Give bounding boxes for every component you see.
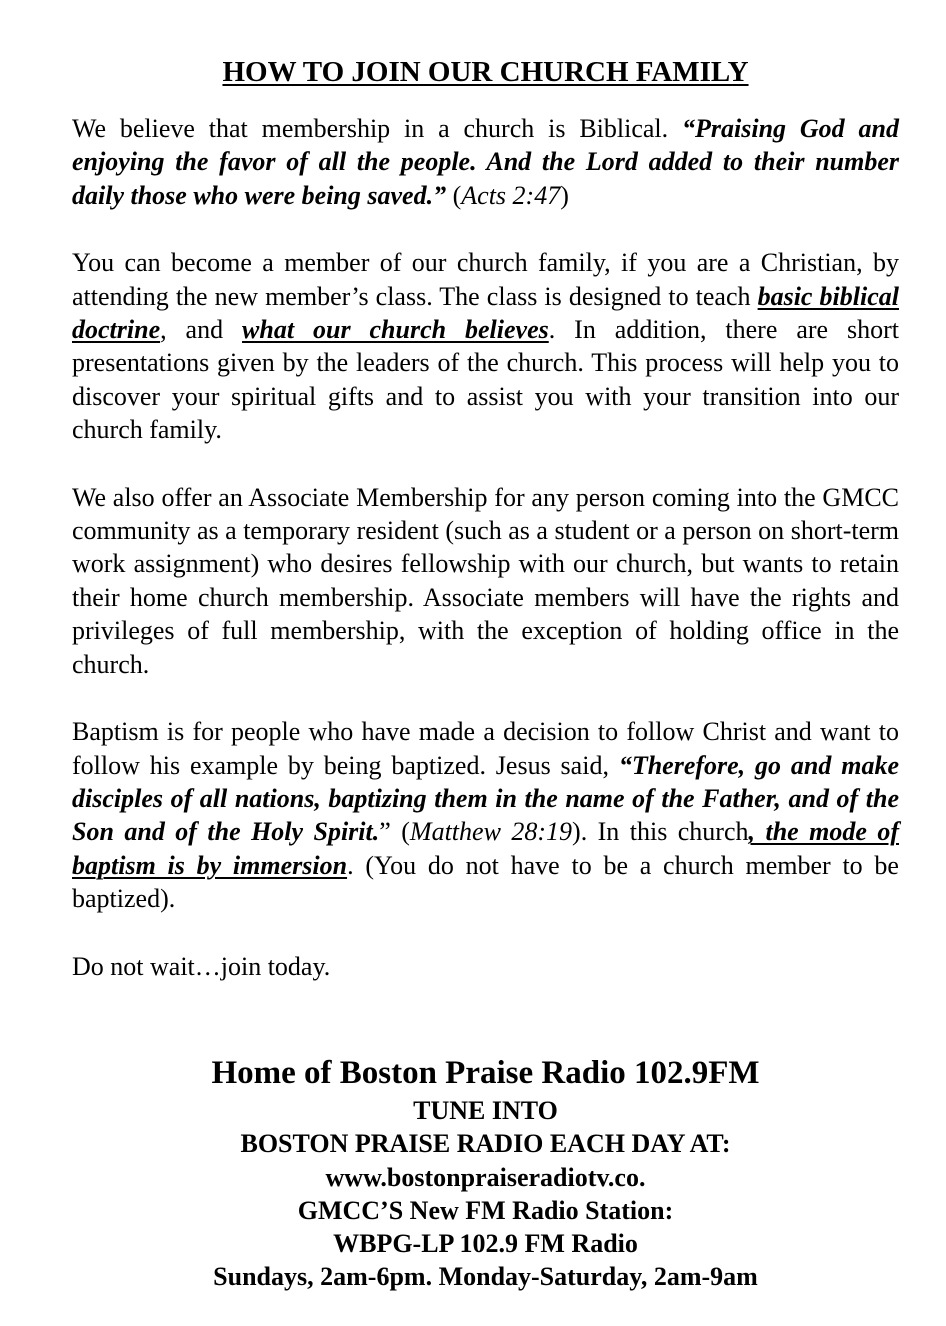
p4-text-a: Baptism is for people who have made a decision to follow Christ and want to follow his example by being baptized. Jesus said, xyxy=(72,717,899,780)
paragraph-membership-biblical xyxy=(72,112,899,212)
p2-text-a: You can become a member of our church family, if you are a Christian, by attending the new member’s class. The class is designed to teach xyxy=(72,248,899,311)
footer-line-station: GMCC’S New FM Radio Station: xyxy=(297,1195,674,1225)
closing-line: Do not wait…join today. xyxy=(72,951,331,981)
radio-footer xyxy=(72,1052,899,1294)
p3-text: We also offer an Associate Membership for any person coming into the GMCC community as a temporary resident (such as a student or a person on short-term work assignment) who desires fellowship with our church, but wants to retain their home church membership. Associate members will have the rights and privileges of full membership, with the exception of holding office in the church. xyxy=(72,482,899,679)
p2-emphasis-beliefs: what our church believes xyxy=(242,315,549,345)
p2-text-c: , and xyxy=(160,315,243,345)
p1-space: ( xyxy=(446,180,462,210)
footer-line-website: www.bostonpraiseradiotv.co. xyxy=(325,1162,646,1192)
p2-text-e: . In addition, there are short presentations given by the leaders of the church. This process will help you to discover your spiritual gifts and to assist you with your transition into our church family. xyxy=(72,315,899,445)
p4-text-b: ” ( xyxy=(379,817,410,847)
paragraph-new-member-class xyxy=(72,246,899,446)
radio-headline: Home of Boston Praise Radio 102.9FM xyxy=(211,1055,760,1091)
footer-line-callsign: WBPG-LP 102.9 FM Radio xyxy=(333,1229,638,1259)
footer-line-each-day: BOSTON PRAISE RADIO EACH DAY AT: xyxy=(240,1129,731,1159)
p4-scripture-reference: Matthew 28:19 xyxy=(409,817,573,847)
page-title xyxy=(72,52,899,92)
p1-scripture-reference: Acts 2:47 xyxy=(461,180,561,210)
p4-scripture-quote: “Therefore, go and make disciples of all nations, baptizing them in the name of the Father, and of the Son and of the Holy Spirit. xyxy=(72,750,899,847)
p4-text-c: ). In this church xyxy=(572,817,749,847)
p4-text-e: . (You do not have to be a church member to be baptized). xyxy=(72,850,899,914)
paragraph-baptism xyxy=(72,715,899,915)
footer-line-tune-into: TUNE INTO xyxy=(413,1096,558,1125)
p2-emphasis-doctrine: basic biblical doctrine xyxy=(72,281,899,345)
document-body xyxy=(72,52,899,983)
footer-line-schedule: Sundays, 2am-6pm. Monday-Saturday, 2am-9am xyxy=(213,1262,758,1292)
p1-close: ) xyxy=(560,180,569,210)
p1-scripture-quote: “Praising God and enjoying the favor of all the people. And the Lord added to their number daily those who were being saved.” xyxy=(72,114,900,210)
p1-intro: We believe that membership in a church is Biblical. xyxy=(72,114,683,143)
paragraph-associate-membership xyxy=(72,481,899,681)
page-title-text: HOW TO JOIN OUR CHURCH FAMILY xyxy=(222,56,749,88)
p4-emphasis-immersion: , the mode of baptism is by immersion xyxy=(72,817,900,880)
